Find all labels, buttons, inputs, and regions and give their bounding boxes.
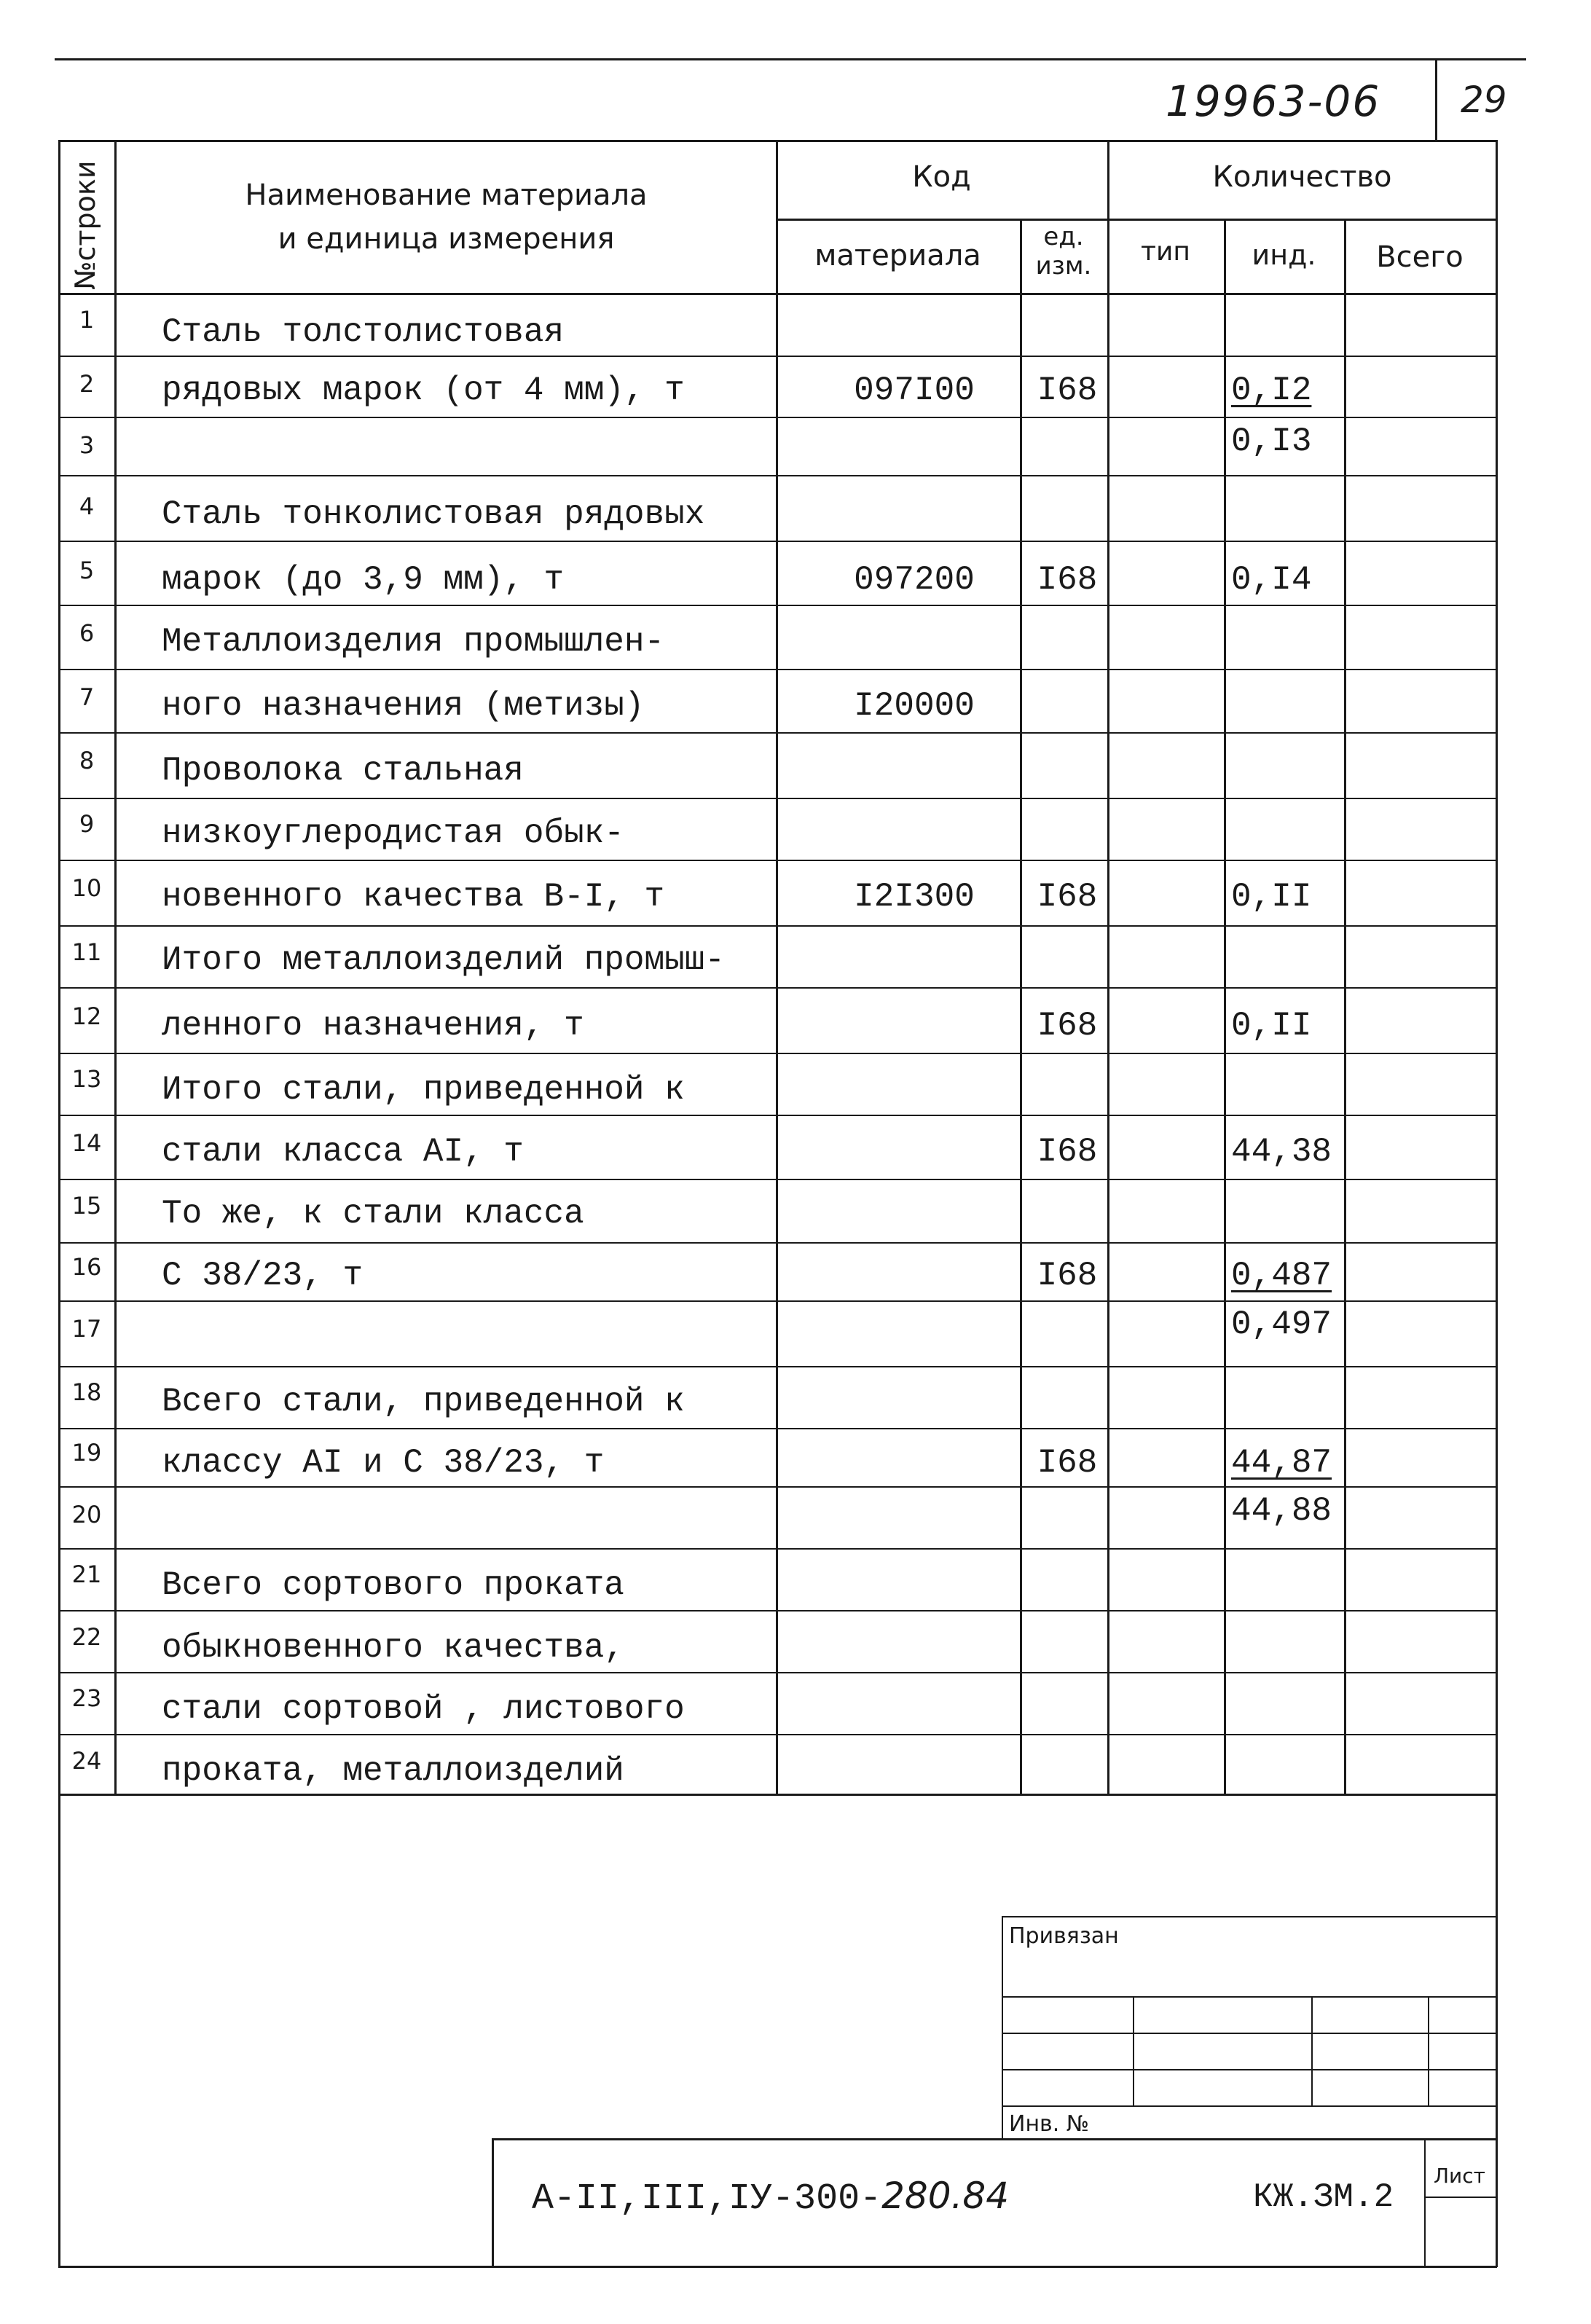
sheet-box-left: [1435, 58, 1437, 142]
table-right-line: [1496, 140, 1498, 2267]
row-number: 10: [71, 874, 102, 902]
header-qty-ind: инд.: [1252, 239, 1316, 271]
qty-ind: 0,I4: [1231, 561, 1312, 599]
material-name: проката, металлоизделий: [162, 1752, 624, 1790]
row-line: [58, 1734, 1497, 1735]
stamp-line: [1002, 1916, 1497, 1917]
material-code: 097I00: [854, 372, 975, 409]
material-name: обыкновенного качества,: [162, 1629, 624, 1667]
row-number: 18: [71, 1378, 102, 1406]
inventory-label: Инв. №: [1009, 2111, 1090, 2137]
row-line: [58, 1053, 1497, 1054]
material-name: марок (до 3,9 мм), т: [162, 561, 565, 599]
material-name: Итого металлоизделий промыш-: [162, 941, 725, 979]
col-divider-code: [1020, 219, 1022, 1794]
row-line: [58, 1610, 1497, 1612]
header-code-unit-2: изм.: [1035, 251, 1092, 280]
unit-code: I68: [1037, 561, 1098, 599]
row-number: 21: [71, 1561, 102, 1588]
unit-code: I68: [1037, 372, 1098, 409]
material-code: I20000: [854, 687, 975, 725]
row-line: [58, 860, 1497, 861]
row-line: [58, 1115, 1497, 1116]
header-bottom-line: [58, 293, 1497, 295]
row-line: [58, 605, 1497, 606]
stamp-line: [1311, 1996, 1313, 2105]
col-divider-rownum: [114, 140, 117, 1794]
unit-code: I68: [1037, 1133, 1098, 1171]
material-name: новенного качества В-I, т: [162, 878, 665, 916]
material-name: Металлоизделия промышлен-: [162, 623, 665, 661]
material-name: Всего стали, приведенной к: [162, 1383, 685, 1421]
stamp-line: [1133, 1996, 1134, 2105]
row-line: [58, 1548, 1497, 1550]
col-divider-ind: [1344, 219, 1346, 1794]
unit-code: I68: [1037, 1444, 1098, 1482]
row-number: 12: [71, 1002, 102, 1030]
material-name: стали сортовой , листового: [162, 1690, 685, 1728]
row-number: 20: [71, 1501, 102, 1528]
correction-box-line: [1227, 1300, 1343, 1302]
material-name: С 38/23, т: [162, 1257, 364, 1295]
list-label: Лист: [1434, 2164, 1485, 2188]
row-number: 15: [71, 1192, 102, 1220]
title-block-sheet-divider: [1424, 2138, 1426, 2267]
qty-ind: 0,I3: [1231, 423, 1312, 460]
header-name-line2: и единица измерения: [278, 222, 615, 256]
row-line: [58, 356, 1497, 357]
material-name: То же, к стали класса: [162, 1195, 584, 1233]
stamp-line: [1002, 1996, 1497, 1998]
material-name: ленного назначения, т: [162, 1007, 584, 1045]
sheet-tag: КЖ.ЗМ.2: [1253, 2178, 1394, 2216]
row-number: 5: [79, 557, 95, 584]
row-line: [58, 925, 1497, 927]
material-name: классу AI и С 38/23, т: [162, 1444, 605, 1482]
material-name: Итого стали, приведенной к: [162, 1071, 685, 1109]
row-line: [58, 1242, 1497, 1244]
table-bottom-line: [58, 1794, 1497, 1796]
material-name: рядовых марок (от 4 мм), т: [162, 372, 685, 409]
row-number: 14: [71, 1129, 102, 1157]
row-number: 6: [79, 619, 95, 647]
material-name: Всего сортового проката: [162, 1566, 624, 1604]
stamp-line: [1002, 2069, 1497, 2070]
drawing-code: [532, 2175, 1009, 2220]
row-number: 19: [71, 1439, 102, 1467]
unit-code: I68: [1037, 1257, 1098, 1295]
stamp-line: [1002, 2105, 1497, 2107]
row-number: 1: [79, 306, 95, 334]
row-number: 22: [71, 1623, 102, 1651]
row-line: [58, 1179, 1497, 1180]
material-code: I2I300: [854, 878, 975, 916]
row-number: 16: [71, 1253, 102, 1281]
row-number: 9: [79, 810, 95, 838]
row-number: 17: [71, 1315, 102, 1343]
drawing-code-handwritten: 280.84: [881, 2175, 1010, 2217]
row-number: 3: [79, 431, 95, 459]
qty-ind: 0,487: [1231, 1257, 1332, 1295]
row-line: [58, 987, 1497, 989]
bound-label: Привязан: [1009, 1923, 1119, 1949]
header-name-line1: Наименование материала: [245, 178, 648, 212]
sheet-number: 29: [1461, 79, 1507, 121]
unit-code: I68: [1037, 1007, 1098, 1045]
row-line: [58, 1428, 1497, 1429]
material-name: низкоуглеродистая обык-: [162, 814, 624, 852]
row-line: [58, 541, 1497, 542]
row-line: [58, 798, 1497, 799]
header-split-line: [776, 219, 1497, 221]
material-name: Проволока стальная: [162, 752, 524, 790]
material-code: 097200: [854, 561, 975, 599]
row-line: [58, 475, 1497, 476]
row-number: 2: [79, 370, 95, 398]
top-border-line: [55, 58, 1526, 60]
correction-box-line: [1227, 1486, 1343, 1488]
qty-ind: 44,38: [1231, 1133, 1332, 1171]
correction-box-line: [1227, 417, 1343, 418]
title-block-sheet-line: [1424, 2197, 1497, 2198]
qty-ind: 0,497: [1231, 1306, 1332, 1343]
title-block-left: [492, 2138, 494, 2267]
qty-ind: 44,88: [1231, 1492, 1332, 1530]
header-qty-total: Всего: [1376, 240, 1464, 274]
material-name: Сталь толстолистовая: [162, 313, 565, 351]
table-left-line: [58, 140, 60, 2267]
row-number: 13: [71, 1065, 102, 1093]
qty-ind: 0,I2: [1231, 372, 1312, 409]
row-line: [58, 732, 1497, 734]
material-name: Сталь тонколистовая рядовых: [162, 495, 705, 533]
qty-ind: 0,II: [1231, 1007, 1312, 1045]
row-line: [58, 1366, 1497, 1367]
row-line: [58, 1672, 1497, 1673]
header-row-number: №строки: [69, 160, 101, 290]
document-number: 19963-06: [1166, 76, 1381, 126]
qty-ind: 44,87: [1231, 1444, 1332, 1482]
row-number: 8: [79, 747, 95, 774]
qty-ind: 0,II: [1231, 878, 1312, 916]
header-qty-type: тип: [1141, 237, 1190, 267]
row-number: 23: [71, 1684, 102, 1712]
material-name: стали класса AI, т: [162, 1133, 524, 1171]
row-number: 4: [79, 492, 95, 520]
material-name: ного назначения (метизы): [162, 687, 645, 725]
row-number: 11: [71, 938, 102, 966]
row-line: [58, 669, 1497, 670]
stamp-line: [1002, 2033, 1497, 2034]
drawing-code-typed: А-II,III,IУ-300-: [532, 2178, 882, 2220]
unit-code: I68: [1037, 878, 1098, 916]
header-code: Код: [912, 160, 971, 194]
header-code-unit-1: ед.: [1043, 222, 1084, 251]
stamp-line: [1428, 1996, 1429, 2105]
title-block-top: [492, 2138, 1497, 2140]
page-bottom-line: [58, 2266, 1497, 2268]
col-divider-type: [1224, 219, 1226, 1794]
header-code-material: материала: [814, 239, 981, 272]
header-quantity: Количество: [1212, 160, 1392, 194]
row-number: 7: [79, 683, 95, 711]
row-number: 24: [71, 1747, 102, 1775]
